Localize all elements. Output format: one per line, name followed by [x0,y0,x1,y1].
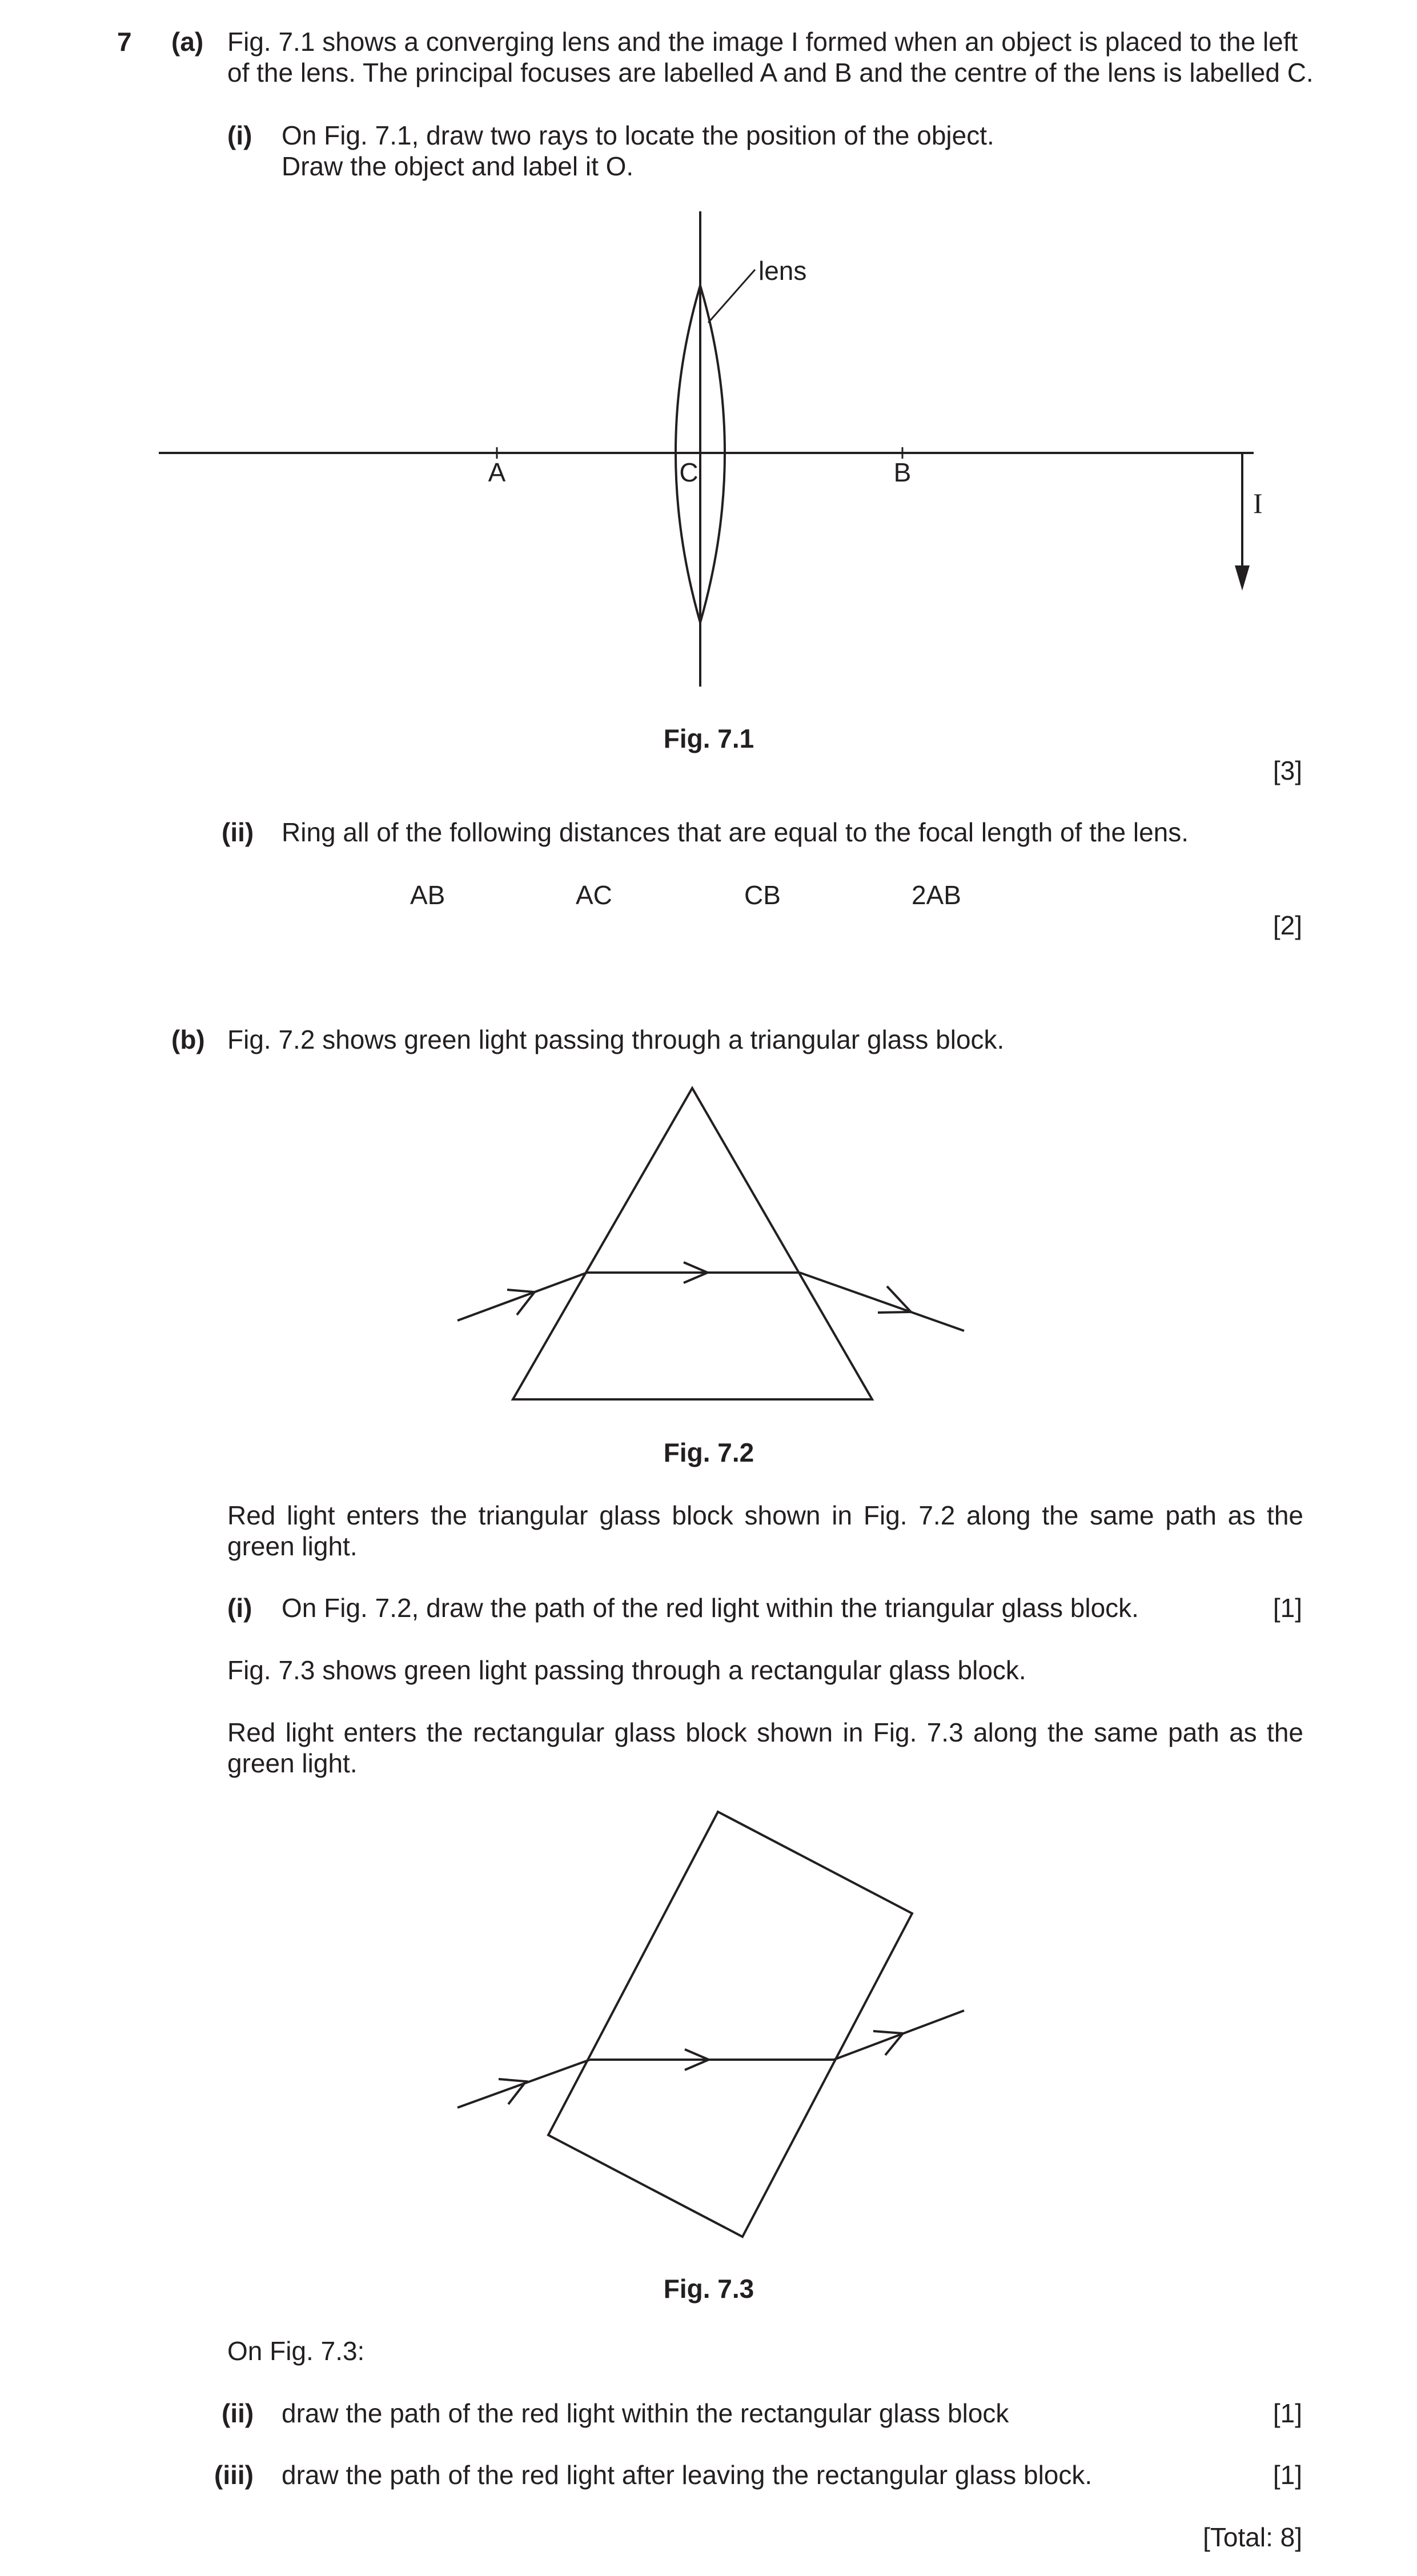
rectangular-glass-block [548,1812,912,2237]
part-b-iii-marks: [1] [1273,2460,1302,2490]
part-a-label: (a) [171,27,204,57]
part-a-i-label: (i) [227,121,252,150]
part-b-iii-text: draw the path of the red light after leaving the rectangular glass block. [282,2460,1093,2490]
figure-7-3 [0,1799,1417,2256]
red-light-text-2: Red light enters the rectangular glass block shown in Fig. 7.3 along the same path as the green light. [227,1718,1303,1778]
part-a-i-line1: On Fig. 7.1, draw two rays to locate the position of the object. [282,121,994,150]
total-marks: [Total: 8] [1203,2522,1302,2552]
part-b-i-marks: [1] [1273,1593,1302,1623]
triangular-glass-block [513,1088,872,1399]
point-b-label: B [893,458,912,487]
point-a-label: A [488,458,506,487]
part-b-i-label: (i) [227,1593,252,1623]
part-b-label: (b) [171,1025,205,1054]
part-a-i-marks: [3] [1273,756,1302,785]
part-b-i-text: On Fig. 7.2, draw the path of the red light within the triangular glass block. [282,1593,1139,1623]
part-a-i-line2: Draw the object and label it O. [282,151,634,181]
part-b-iii-label: (iii) [214,2460,254,2490]
figure-7-1 [0,206,1417,708]
part-b-intro: Fig. 7.2 shows green light passing through a triangular glass block. [227,1025,1005,1054]
part-b-ii-label: (ii) [222,2398,254,2428]
emergent-ray [834,2011,964,2060]
on-fig-7-3: On Fig. 7.3: [227,2336,365,2366]
part-b-ii-marks: [1] [1273,2398,1302,2428]
option-2ab[interactable]: 2AB [912,880,961,910]
incident-ray [457,1273,587,1321]
fig-7-2-caption: Fig. 7.2 [663,1438,754,1467]
option-ab[interactable]: AB [410,880,445,910]
point-c-label: C [679,458,699,487]
figure-7-2 [0,1074,1417,1417]
part-b-ii-text: draw the path of the red light within the rectangular glass block [282,2398,1009,2428]
fig-7-1-caption: Fig. 7.1 [663,724,754,753]
image-arrow-head [1235,565,1250,591]
option-cb[interactable]: CB [744,880,781,910]
image-label: I [1253,487,1263,519]
part-a-intro-line1: Fig. 7.1 shows a converging lens and the image I formed when an object is placed to the left [227,27,1298,57]
fig-7-3-intro: Fig. 7.3 shows green light passing through a rectangular glass block. [227,1655,1026,1685]
emergent-ray [800,1273,964,1331]
part-a-ii-marks: [2] [1273,910,1302,940]
lens-leader-line [708,270,755,323]
red-light-text-1: Red light enters the triangular glass block shown in Fig. 7.2 along the same path as the green light. [227,1500,1303,1561]
question-number: 7 [117,27,132,57]
part-a-intro-line2: of the lens. The principal focuses are labelled A and B and the centre of the lens is labelled C. [227,58,1314,87]
lens-label: lens [758,256,807,286]
option-ac[interactable]: AC [576,880,612,910]
part-a-ii-text: Ring all of the following distances that are equal to the focal length of the lens. [282,817,1189,847]
part-a-ii-label: (ii) [222,817,254,847]
fig-7-3-caption: Fig. 7.3 [663,2274,754,2304]
emergent-ray-arrow [878,1286,911,1313]
